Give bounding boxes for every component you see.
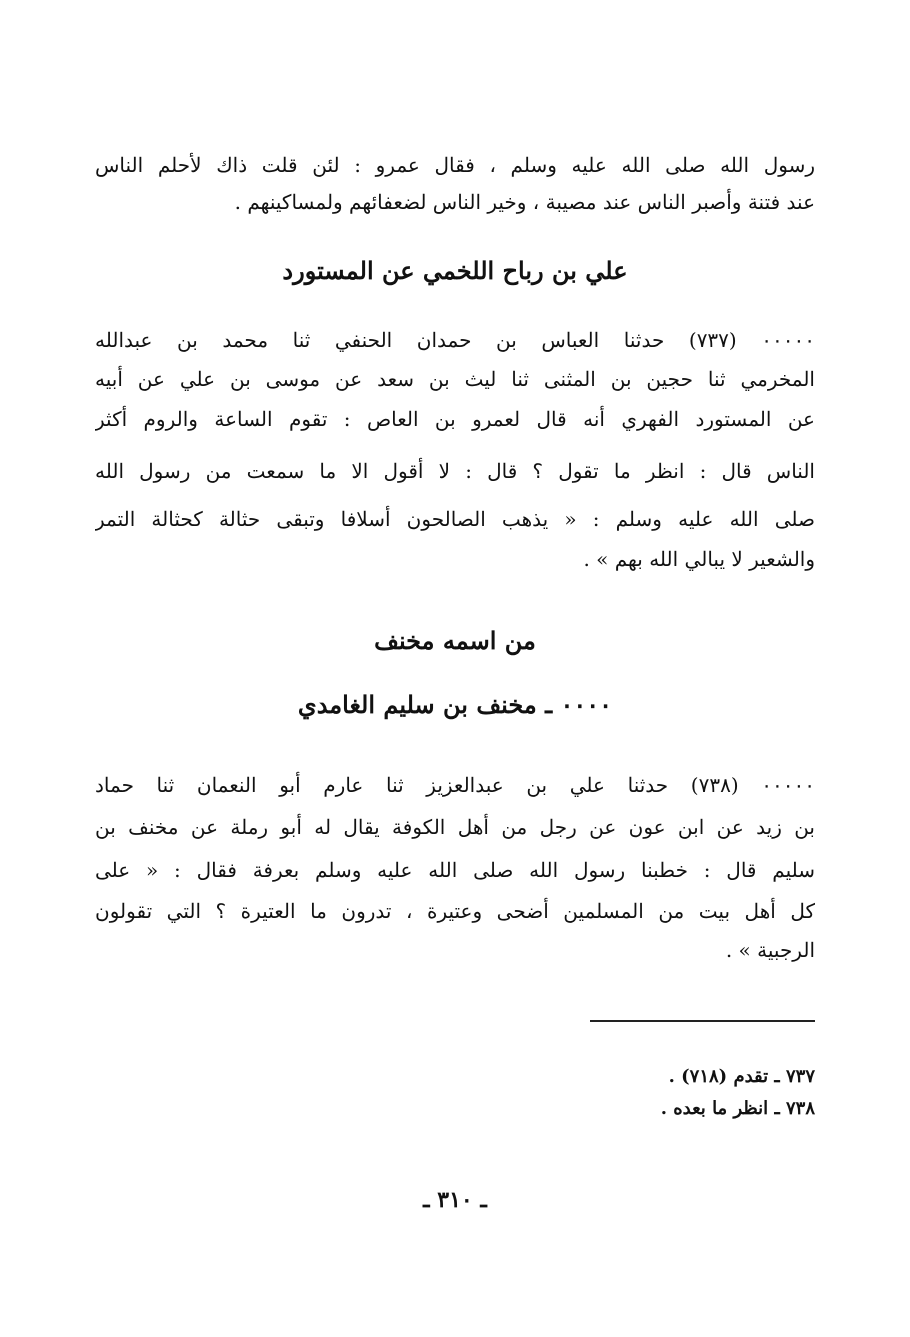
section2-line-5: الرجبية » . <box>725 938 815 962</box>
footnote-738: ٧٣٨ ـ انظر ما بعده . <box>660 1098 815 1119</box>
section2-line-3: سليم قال : خطبنا رسول الله صلى الله عليه وسلم بعرفة فقال : « على <box>95 858 815 882</box>
section2-line-4: كل أهل بيت من المسلمين أضحى وعتيرة ، تدرون ما العتيرة ؟ التي تقولون <box>95 899 815 923</box>
section1-heading: علي بن رباح اللخمي عن المستورد <box>282 256 628 285</box>
intro-line-2: عند فتنة وأصبر الناس عند مصيبة ، وخير الناس لضعفائهم ولمساكينهم . <box>234 190 815 214</box>
intro-line-1: رسول الله صلى الله عليه وسلم ، فقال عمرو : لئن قلت ذاك لأحلم الناس <box>95 153 815 177</box>
page-number: ـ ٣١٠ ـ <box>423 1187 487 1213</box>
section1-line-3: عن المستورد الفهري أنه قال لعمرو بن العاص : تقوم الساعة والروم أكثر <box>95 407 815 431</box>
section2-subheading: ٠٠٠٠ ـ مخنف بن سليم الغامدي <box>297 690 613 719</box>
section2-line-1: ٠٠٠٠٠ (٧٣٨) حدثنا علي بن عبدالعزيز ثنا عارم أبو النعمان ثنا حماد <box>95 773 815 797</box>
section1-line-6: والشعير لا يبالي الله بهم » . <box>583 547 815 571</box>
footnote-737: ٧٣٧ ـ تقدم (٧١٨) . <box>668 1066 815 1087</box>
section1-line-4: الناس قال : انظر ما تقول ؟ قال : لا أقول الا ما سمعت من رسول الله <box>95 459 815 483</box>
section2-line-2: بن زيد عن ابن عون عن رجل من أهل الكوفة يقال له أبو رملة عن مخنف بن <box>95 815 815 839</box>
section1-line-5: صلى الله عليه وسلم : « يذهب الصالحون أسلافا وتبقى حثالة كحثالة التمر <box>95 507 815 531</box>
footnote-divider <box>590 1020 815 1022</box>
section1-line-2: المخرمي ثنا حجين بن المثنى ثنا ليث بن سعد عن موسى بن علي عن أبيه <box>95 367 815 391</box>
section2-heading: من اسمه مخنف <box>374 626 536 655</box>
section1-line-1: ٠٠٠٠٠ (٧٣٧) حدثنا العباس بن حمدان الحنفي ثنا محمد بن عبدالله <box>95 328 815 352</box>
